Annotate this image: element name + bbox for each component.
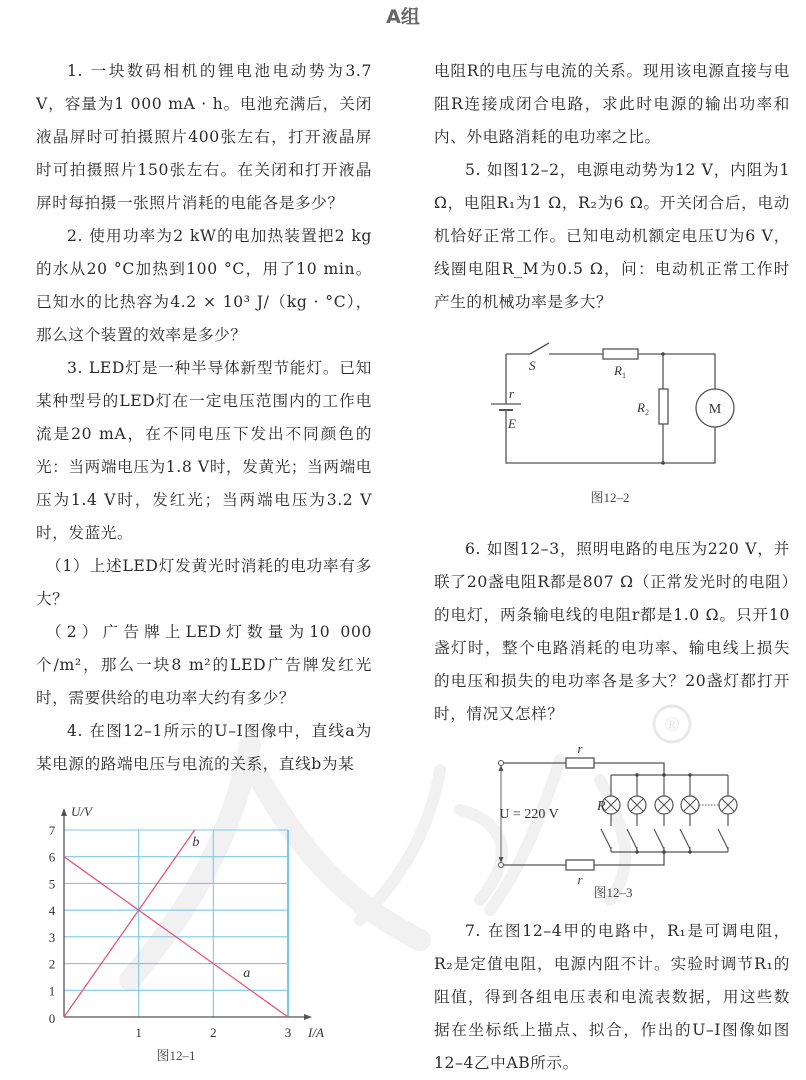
chart-origin-label: 0: [48, 1011, 56, 1026]
figure-caption-12-2: 图12–2: [590, 490, 630, 505]
junction-dot: [662, 773, 665, 776]
y-tick-label: 7: [48, 823, 56, 838]
switch-icon: [718, 829, 728, 849]
y-tick-label: 2: [48, 956, 56, 972]
x-tick-label: 1: [135, 1025, 142, 1040]
series-label-b: b: [192, 835, 200, 851]
x-tick-label: 3: [284, 1025, 292, 1040]
terminal-bottom: [499, 863, 504, 868]
y-tick-label: 6: [48, 849, 56, 865]
label-emf: E: [508, 416, 516, 431]
series-label-a: a: [243, 965, 251, 981]
wire: [594, 852, 664, 865]
problem-4: 4. 在图12–1所示的U–I图像中，直线a为某电源的路端电压与电流的关系，直线b为某: [36, 722, 372, 773]
lamp-array: [601, 773, 737, 853]
problem-6: 6. 如图12–3，照明电路的电压为220 V，并联了20盏电阻R都是807 Ω（正常发光时的电阻）的电灯，两条输电线的电阻r都是1.0 Ω。只开10盏灯时，整个电路消耗的电功率、输电线上损失的电压和损失的电功率各是多大？20盏灯都打开时，情况又怎样？: [434, 540, 790, 723]
switch-icon: [627, 829, 637, 849]
y-tick-label: 3: [48, 929, 56, 945]
figure-caption-12-1: 图12–1: [156, 1048, 196, 1063]
junction-dot: [635, 850, 638, 853]
wire: [594, 763, 664, 775]
x-tick-label: 2: [210, 1025, 217, 1040]
chart-x-label: I/A: [308, 1025, 324, 1040]
switch-icon: [601, 829, 611, 849]
problem-3: 3. LED灯是一种半导体新型节能灯。已知某种型号的LED灯在一定电压范围内的工作电流是20 mA，在不同电压下发出不同颜色的光：当两端电压为1.8 V时，发黄光；当两端电压为1.4 V时，发红光；当两端电压为3.2 V时，发蓝光。: [36, 359, 372, 542]
line-resistor-top-icon: [566, 758, 594, 768]
problem-2: 2. 使用功率为2 kW的电加热装置把2 kg的水从20 °C加热到100 °C，用了10 min。已知水的比热容为4.2 × 10³ J/（kg · °C），那么这个装置的效率是多少？: [36, 227, 372, 344]
problem-5: 5. 如图12–2，电源电动势为12 V，内阻为1 Ω，电阻R₁为1 Ω，R₂为6 Ω。开关闭合后，电动机恰好正常工作。已知电动机额定电压U为6 V，线圈电阻R_M为0.5 Ω，问：电动机正常工作时产生的机械功率是多大？: [434, 161, 790, 311]
junction-dot: [635, 773, 638, 776]
label-r-top: r: [577, 741, 583, 756]
problem-3-part-1: （1）上述LED灯发黄光时消耗的电功率有多大？: [36, 557, 372, 608]
label-internal-resistance: r: [509, 386, 515, 401]
switch-icon: [680, 829, 690, 849]
line-resistor-bottom-icon: [566, 860, 594, 870]
problem-4-continued: 电阻R的电压与电流的关系。现用该电源直接与电阻R连接成闭合电路，求此时电源的输出功率和内、外电路消耗的电功率之比。: [434, 62, 790, 146]
label-lamp-r: R: [597, 799, 606, 814]
y-tick-label: 5: [48, 876, 56, 892]
y-tick-label: 4: [48, 903, 56, 919]
y-tick-label: 1: [48, 983, 56, 999]
junction-dot: [688, 773, 691, 776]
label-switch: S: [529, 358, 536, 373]
label-motor: M: [708, 402, 722, 417]
label-voltage: U = 220 V: [499, 807, 559, 822]
problem-1: 1. 一块数码相机的锂电池电动势为3.7 V，容量为1 000 mA · h。电池充满后，关闭液晶屏时可拍摄照片400张左右，打开液晶屏时可拍摄照片150张左右。在关闭和打开液晶屏时每拍摄一张照片消耗的电能各是多少？: [36, 62, 372, 212]
junction-dot: [688, 850, 691, 853]
switch-icon: [654, 829, 664, 849]
chart-y-label: U/V: [71, 804, 92, 819]
watermark-registered: ®: [664, 714, 680, 736]
junction-dot: [662, 850, 665, 853]
label-r2: $R_2$: [637, 400, 649, 417]
terminal-top: [499, 761, 504, 766]
problem-7: 7. 在图12–4甲的电路中，R₁是可调电阻，R₂是定值电阻，电源内阻不计。实验时调节R₁的阻值，得到各组电压表和电流表数据，用这些数据在坐标纸上描点、拟合，作出的U–I图像如图12–4乙中AB所示。: [434, 922, 790, 1072]
label-r-bottom: r: [577, 872, 583, 887]
section-title: A组: [386, 6, 420, 28]
label-r1: $R_1$: [614, 363, 626, 380]
problem-3-part-2: （2）广告牌上LED灯数量为10 000 个/m²，那么一块8 m²的LED广告牌发红光时，需要供给的电功率大约有多少？: [36, 623, 372, 707]
figure-caption-12-3: 图12–3: [593, 885, 633, 900]
